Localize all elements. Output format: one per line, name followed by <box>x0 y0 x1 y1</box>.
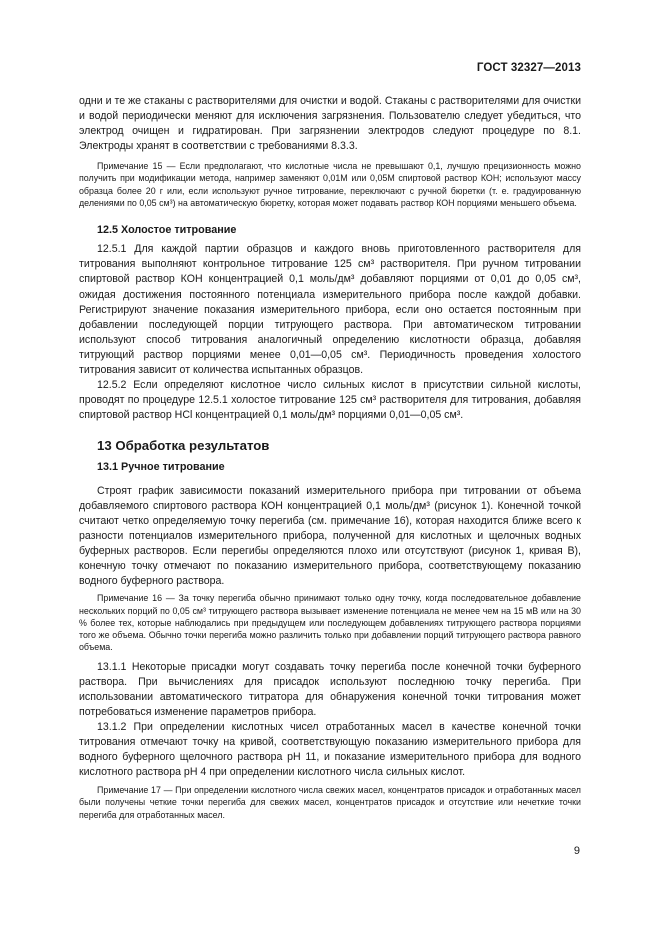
standard-code: ГОСТ 32327—2013 <box>476 62 581 74</box>
note-15: Примечание 15 — Если предполагают, что кислотные числа не превышают 0,1, лучшую прецизионность можно получить при модификации метода, например заменяют 0,01М или 0,05М спиртовой раствор КОН; используют массу образца более 20 г или, если используют ручное титрование, переключают с ручной бюретки (т. е. градуированную делениями по 0,05 см³) на автоматическую бюретку, которая может подавать раствор КОН порциями меньшего объема. <box>79 161 581 209</box>
paragraph-13-1-2: 13.1.2 При определении кислотных чисел отработанных масел в качестве конечной точки титрования отмечают точку на кривой, соответствующую показанию измерительного прибора для водного буферного щелочного раствора рН 11, и показание измерительного прибора для водного кислотного раствора рН 4 при определении кислотного числа сильных кислот. <box>79 720 581 779</box>
heading-12-5: 12.5 Холостое титрование <box>97 224 237 237</box>
note-17: Примечание 17 — При определении кислотного числа свежих масел, концентратов присадок и отработанных масел были получены четкие точки перегиба для свежих масел, концентратов присадок и отсутствие или нечеткие точки перегиба для отработанных масел. <box>79 785 581 820</box>
page-body <box>79 94 581 821</box>
note-16: Примечание 16 — За точку перегиба обычно принимают только одну точку, когда последовательное добавление нескольких порций по 0,05 см³ титрующего раствора вызывает изменение потенциала не менее чем на 15 мВ или на 30 % более тех, которые наблюдались при предыдущем или последующем добавлениях титрующего раствора порциями того же объема. Обычно точки перегиба можно различить только при добавлении порций титрующего раствора равного объема. <box>79 593 581 653</box>
paragraph-12-5-2: 12.5.2 Если определяют кислотное число сильных кислот в присутствии сильной кислоты, проводят по процедуре 12.5.1 холостое титрование 125 см³ растворителя для титрования, добавляя спиртовой раствор HCl концентрацией 0,1 моль/дм³ порциями 0,01—0,05 см³. <box>79 378 581 421</box>
heading-13-1: 13.1 Ручное титрование <box>97 460 225 473</box>
heading-13: 13 Обработка результатов <box>97 437 270 453</box>
paragraph-12-5-1: 12.5.1 Для каждой партии образцов и каждого вновь приготовленного растворителя для титрования выполняют контрольное титрование 125 см³ растворителя. При ручном титровании спиртовой раствор КОН концентрацией 0,1 моль/дм³ добавляют порциями от 0,01 до 0,05 см³, ожидая достижения постоянного потенциала измерительного прибора после каждой добавки. Регистрируют значение показания измерительного прибора, если оно остается постоянным при добавлении последующей порции титрующего раствора. При автоматическом титровании используют способ титрования аналогичный определению кислотности образца, добавляя титрующий раствор порциями менее 0,01—0,05 см³. Периодичность проведения холостого титрования зависит от количества испытанных образцов. <box>79 243 581 376</box>
page-number: 9 <box>573 845 580 857</box>
paragraph-13-1: Строят график зависимости показаний измерительного прибора при титровании от объема добавляемого спиртового раствора КОН концентрацией 0,1 моль/дм³ (рисунок 1). Конечной точкой считают четко определяемую точку перегиба (см. примечание 16), которая находится ближе всего к разности потенциалов измерительного прибора, полученной для кислотных и щелочных водных буферных растворов. Если перегибы определяются плохо или отсутствуют (рисунок 1, кривая В), конечную точку отмечают по показанию измерительного прибора, соответствующему показанию водного буферного раствора. <box>79 484 581 588</box>
paragraph-13-1-1: 13.1.1 Некоторые присадки могут создавать точку перегиба после конечной точки буферного раствора. При вычислениях для присадок используют последнюю точку перегиба. При использовании автоматического титратора для обнаружения конечной точки титрования может потребоваться изменение параметров прибора. <box>79 660 581 718</box>
intro-paragraph: одни и те же стаканы с растворителями для очистки и водой. Стаканы с растворителями для очистки и водой периодически меняют для исключения загрязнения. Пользователю следует убедиться, что электрод очищен и гидратирован. При загрязнении электродов следуют процедуре по 8.1. Электроды хранят в соответствии с требованиями 8.3.3. <box>79 95 581 153</box>
